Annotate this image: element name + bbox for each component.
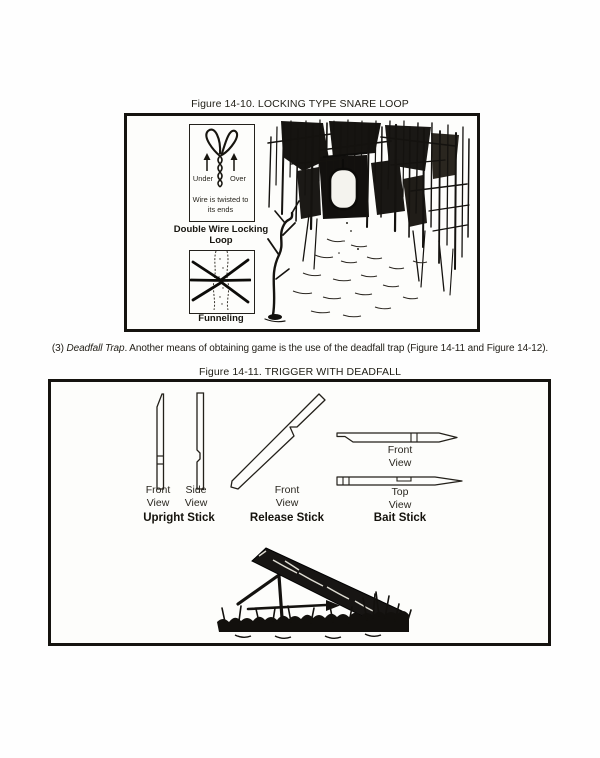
paragraph-number: (3) — [51, 343, 67, 354]
double-wire-loop-panel — [189, 124, 255, 222]
over-label: Over — [229, 174, 246, 183]
twist-note: Wire is twisted to its ends — [192, 195, 249, 214]
deadfall-paragraph — [0, 343, 600, 354]
upright-stick-side-view-diagram — [189, 391, 211, 491]
release-stick-label: Release Stick — [249, 512, 325, 524]
paragraph-body: . Another means of obtaining game is the use of the deadfall trap (Figure 14-11 and Figure 14-12). — [124, 343, 549, 354]
funneling-diagram — [190, 251, 251, 310]
release-front-view-label: Front View — [274, 484, 300, 510]
deadfall-trap-illustration — [215, 546, 415, 641]
double-wire-loop-caption: Double Wire Locking Loop — [173, 224, 269, 246]
figure-14-10-caption: Figure 14-10. LOCKING TYPE SNARE LOOP — [191, 98, 409, 110]
paragraph-term-italic: Deadfall Trap — [66, 343, 125, 354]
bait-top-view-label: Top View — [388, 486, 412, 512]
bait-front-view-label: Front View — [387, 444, 413, 470]
snare-on-trail-illustration — [263, 119, 473, 325]
upright-stick-label: Upright Stick — [143, 512, 215, 524]
figure-14-10-frame — [124, 113, 480, 332]
upright-side-view-label: Side View — [184, 484, 208, 510]
funneling-panel — [189, 250, 255, 314]
funneling-caption: Funneling — [198, 313, 244, 324]
under-label: Under — [192, 174, 214, 183]
bait-stick-label: Bait Stick — [373, 512, 427, 524]
release-stick-diagram — [227, 391, 333, 493]
figure-14-11-caption: Figure 14-11. TRIGGER WITH DEADFALL — [198, 366, 402, 378]
figure-14-11-frame — [48, 379, 551, 646]
upright-stick-front-view-diagram — [150, 391, 172, 491]
upright-front-view-label: Front View — [145, 484, 171, 510]
